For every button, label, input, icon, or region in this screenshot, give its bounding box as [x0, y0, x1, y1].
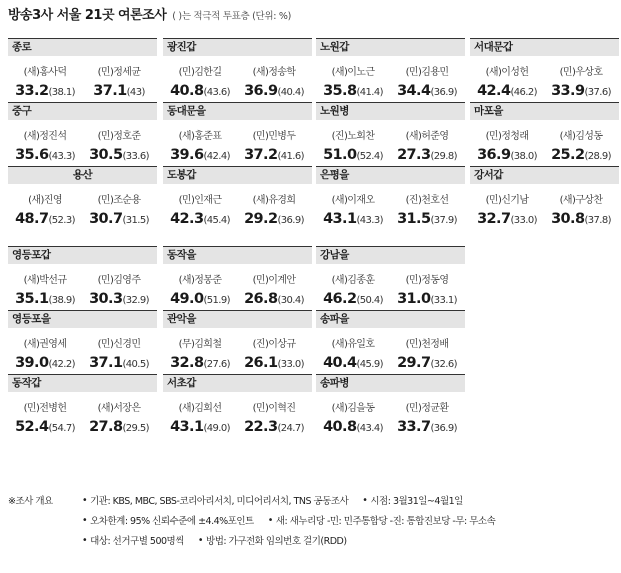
district-name: 은평을 [316, 166, 465, 184]
candidate-2-value: 25.2 [551, 146, 585, 163]
district-name: 강남을 [316, 246, 465, 264]
candidate-2-value: 22.3 [244, 418, 278, 435]
candidate-1-active-value: (43.3) [356, 214, 383, 226]
candidate-1-name: (새)이재오 [331, 195, 375, 206]
candidate-2-active-value: (29.5) [122, 422, 149, 434]
candidate-2-value: 36.9 [244, 82, 278, 99]
district-card-gangnam-eul [316, 246, 465, 310]
bullet-icon: • [197, 534, 204, 546]
candidate-1-name: (새)박선규 [23, 275, 67, 286]
candidate-2-active-value: (36.9) [430, 422, 457, 434]
candidate-1-name: (민)정청래 [485, 131, 529, 142]
candidate-2-active-value: (36.9) [277, 214, 304, 226]
district-card-dongdaemun-eul [163, 102, 312, 166]
candidate-2-value: 27.3 [397, 146, 431, 163]
district-card-seocho-gap [163, 374, 312, 438]
candidate-1-name: (새)진영 [28, 195, 62, 206]
candidate-1-active-value: (50.4) [356, 294, 383, 306]
district-name: 송파을 [316, 310, 465, 328]
candidate-2-value: 29.7 [397, 354, 431, 371]
candidate-1-name: (민)김한길 [178, 67, 222, 78]
candidate-1-name: (새)김을동 [331, 403, 375, 414]
candidate-2-name: (민)이혁진 [252, 403, 296, 414]
candidate-1-active-value: (27.6) [203, 358, 230, 370]
district-card-nowon-byeong [316, 102, 465, 166]
candidate-2-name: (새)구상찬 [559, 195, 603, 206]
candidate-1-active-value: (43.6) [203, 86, 230, 98]
district-name: 종로 [8, 38, 157, 56]
candidate-2-active-value: (36.9) [430, 86, 457, 98]
candidate-1-name: (새)정진석 [23, 131, 67, 142]
district-card-songpa-eul [316, 310, 465, 374]
district-card-dongjak-eul [163, 246, 312, 310]
candidate-1-value: 39.6 [170, 146, 204, 163]
district-name: 서초갑 [163, 374, 312, 392]
candidate-2-value: 27.8 [89, 418, 123, 435]
candidate-2-name: (민)김영주 [97, 275, 141, 286]
party-abbreviations: 새: 새누리당 -민: 민주통합당 -진: 통합진보당 -무: 무소속 [275, 516, 496, 527]
candidate-1-active-value: (46.2) [510, 86, 537, 98]
candidate-1-name: (무)김희철 [178, 339, 222, 350]
district-name: 동대문을 [163, 102, 312, 120]
district-card-seodaemun-gap [470, 38, 619, 102]
candidate-2-name: (민)조순용 [97, 195, 141, 206]
candidate-1-name: (새)정몽준 [178, 275, 222, 286]
candidate-2-name: (민)민병두 [252, 131, 296, 142]
candidate-2-name: (민)정세균 [97, 67, 141, 78]
candidate-1-value: 40.8 [170, 82, 204, 99]
candidate-2-name: (민)김용민 [405, 67, 449, 78]
district-card-jung-gu [8, 102, 157, 166]
candidate-2-value: 30.3 [89, 290, 123, 307]
bullet-icon: • [82, 534, 88, 546]
district-card-gangseo-gap [470, 166, 619, 230]
bullet-icon: • [82, 494, 88, 506]
district-name: 관악을 [163, 310, 312, 328]
candidate-2-active-value: (37.9) [430, 214, 457, 226]
candidate-2-value: 29.2 [244, 210, 278, 227]
candidate-1-value: 46.2 [323, 290, 357, 307]
district-name: 용산 [8, 166, 157, 184]
header [8, 4, 291, 26]
candidate-2-name: (민)천정배 [405, 339, 449, 350]
candidate-1-value: 40.4 [323, 354, 357, 371]
survey-margin: 오차한계: 95% 신뢰수준에 ±4.4%포인트 [90, 516, 254, 527]
district-card-nowon-gap [316, 38, 465, 102]
district-name: 노원병 [316, 102, 465, 120]
district-card-yeongdeungpo-eul [8, 310, 157, 374]
candidate-2-active-value: (41.6) [277, 150, 304, 162]
candidate-1-value: 42.4 [477, 82, 511, 99]
candidate-1-active-value: (38.1) [48, 86, 75, 98]
candidate-2-active-value: (33.0) [277, 358, 304, 370]
candidate-2-active-value: (40.4) [277, 86, 304, 98]
candidate-1-active-value: (54.7) [48, 422, 75, 434]
candidate-1-value: 35.1 [15, 290, 49, 307]
candidate-2-active-value: (32.6) [430, 358, 457, 370]
candidate-1-active-value: (38.9) [48, 294, 75, 306]
candidate-2-name: (새)허준영 [405, 131, 449, 142]
candidate-2-name: (민)이계안 [252, 275, 296, 286]
candidate-2-active-value: (40.5) [122, 358, 149, 370]
candidate-1-name: (새)권영세 [23, 339, 67, 350]
candidate-1-value: 52.4 [15, 418, 49, 435]
candidate-2-active-value: (37.6) [584, 86, 611, 98]
candidate-1-name: (민)인재근 [178, 195, 222, 206]
candidate-2-value: 30.7 [89, 210, 123, 227]
district-name: 노원갑 [316, 38, 465, 56]
candidate-2-name: (진)천호선 [405, 195, 449, 206]
district-name: 서대문갑 [470, 38, 619, 56]
candidate-2-value: 37.2 [244, 146, 278, 163]
candidate-1-active-value: (43.4) [356, 422, 383, 434]
candidate-1-value: 39.0 [15, 354, 49, 371]
bullet-icon: • [267, 514, 273, 526]
survey-target: 대상: 선거구별 500명씩 [90, 536, 184, 547]
candidate-2-name: (민)정동영 [405, 275, 449, 286]
bullet-icon: • [362, 494, 368, 506]
candidate-1-active-value: (52.4) [356, 150, 383, 162]
candidate-1-name: (민)전병헌 [23, 403, 67, 414]
candidate-1-name: (새)홍준표 [178, 131, 222, 142]
candidate-2-active-value: (43) [126, 86, 145, 98]
candidate-1-value: 42.3 [170, 210, 204, 227]
candidate-1-name: (새)김회선 [178, 403, 222, 414]
candidate-1-name: (새)홍사덕 [23, 67, 67, 78]
candidate-2-active-value: (24.7) [277, 422, 304, 434]
overview-label: ※조사 개요 [8, 496, 53, 507]
candidate-2-value: 37.1 [89, 354, 123, 371]
district-card-songpa-byeong [316, 374, 465, 438]
candidate-2-name: (새)서장은 [97, 403, 141, 414]
survey-period: 시점: 3월31일~4월1일 [370, 496, 463, 507]
district-name: 강서갑 [470, 166, 619, 184]
district-name: 마포을 [470, 102, 619, 120]
candidate-2-value: 33.7 [397, 418, 431, 435]
page-title: 방송3사 서울 21곳 여론조사 [8, 8, 167, 23]
candidate-2-active-value: (31.5) [122, 214, 149, 226]
candidate-1-value: 49.0 [170, 290, 204, 307]
candidate-1-value: 33.2 [15, 82, 49, 99]
candidate-1-active-value: (38.0) [510, 150, 537, 162]
candidate-2-value: 37.1 [93, 82, 127, 99]
candidate-1-active-value: (41.4) [356, 86, 383, 98]
candidate-1-active-value: (49.0) [203, 422, 230, 434]
candidate-2-name: (새)유경희 [252, 195, 296, 206]
candidate-2-active-value: (33.1) [430, 294, 457, 306]
candidate-1-value: 43.1 [170, 418, 204, 435]
candidate-2-name: (민)정호준 [97, 131, 141, 142]
candidate-1-active-value: (43.3) [48, 150, 75, 162]
candidate-1-name: (진)노회찬 [331, 131, 375, 142]
district-card-gwangjin-gap [163, 38, 312, 102]
candidate-1-value: 32.8 [170, 354, 204, 371]
district-name: 광진갑 [163, 38, 312, 56]
candidate-2-name: (민)신경민 [97, 339, 141, 350]
candidate-1-name: (새)김종훈 [331, 275, 375, 286]
candidate-1-active-value: (42.2) [48, 358, 75, 370]
district-name: 영등포을 [8, 310, 157, 328]
district-name: 송파병 [316, 374, 465, 392]
survey-method: 방법: 가구전화 임의번호 걸기(RDD) [206, 536, 347, 547]
candidate-1-active-value: (33.0) [510, 214, 537, 226]
district-card-mapo-eul [470, 102, 619, 166]
unit-legend: ( )는 적극적 투표층 (단위: %) [172, 11, 292, 22]
district-name: 동작을 [163, 246, 312, 264]
candidate-2-value: 26.8 [244, 290, 278, 307]
candidate-2-name: (새)김성동 [559, 131, 603, 142]
candidate-1-active-value: (42.4) [203, 150, 230, 162]
candidate-2-value: 31.5 [397, 210, 431, 227]
candidate-2-value: 33.9 [551, 82, 585, 99]
candidate-2-value: 30.5 [89, 146, 123, 163]
candidate-2-active-value: (37.8) [584, 214, 611, 226]
district-card-dongjak-gap [8, 374, 157, 438]
candidate-2-value: 26.1 [244, 354, 278, 371]
candidate-2-value: 30.8 [551, 210, 585, 227]
candidate-2-value: 34.4 [397, 82, 431, 99]
candidate-1-value: 48.7 [15, 210, 49, 227]
district-card-eunpyeong-eul [316, 166, 465, 230]
candidate-2-name: (새)정송학 [252, 67, 296, 78]
survey-overview [8, 490, 618, 550]
candidate-1-value: 36.9 [477, 146, 511, 163]
candidate-2-active-value: (28.9) [584, 150, 611, 162]
candidate-1-value: 51.0 [323, 146, 357, 163]
candidate-2-name: (민)우상호 [559, 67, 603, 78]
candidate-2-value: 31.0 [397, 290, 431, 307]
candidate-1-active-value: (45.9) [356, 358, 383, 370]
candidate-1-active-value: (52.3) [48, 214, 75, 226]
district-card-yeongdeungpo-gap [8, 246, 157, 310]
candidate-2-active-value: (29.8) [430, 150, 457, 162]
district-name: 영등포갑 [8, 246, 157, 264]
candidate-1-name: (민)신기남 [485, 195, 529, 206]
district-card-jongno [8, 38, 157, 102]
candidate-1-value: 35.6 [15, 146, 49, 163]
candidate-2-active-value: (30.4) [277, 294, 304, 306]
bullet-icon: • [82, 514, 88, 526]
district-card-dobong-gap [163, 166, 312, 230]
candidate-1-name: (새)유일호 [331, 339, 375, 350]
candidate-1-name: (새)이성헌 [485, 67, 529, 78]
candidate-1-value: 32.7 [477, 210, 511, 227]
district-name: 중구 [8, 102, 157, 120]
candidate-2-name: (진)이상규 [252, 339, 296, 350]
district-name: 도봉갑 [163, 166, 312, 184]
candidate-1-value: 43.1 [323, 210, 357, 227]
candidate-2-active-value: (33.6) [122, 150, 149, 162]
candidate-2-name: (민)정균환 [405, 403, 449, 414]
survey-agency: 기관: KBS, MBC, SBS-코리아리서치, 미디어리서치, TNS 공동조사 [90, 496, 349, 507]
candidate-2-active-value: (32.9) [122, 294, 149, 306]
candidate-1-value: 35.8 [323, 82, 357, 99]
district-card-gwanak-eul [163, 310, 312, 374]
candidate-1-active-value: (51.9) [203, 294, 230, 306]
candidate-1-name: (새)이노근 [331, 67, 375, 78]
district-name: 동작갑 [8, 374, 157, 392]
district-card-yongsan [8, 166, 157, 230]
candidate-1-value: 40.8 [323, 418, 357, 435]
candidate-1-active-value: (45.4) [203, 214, 230, 226]
